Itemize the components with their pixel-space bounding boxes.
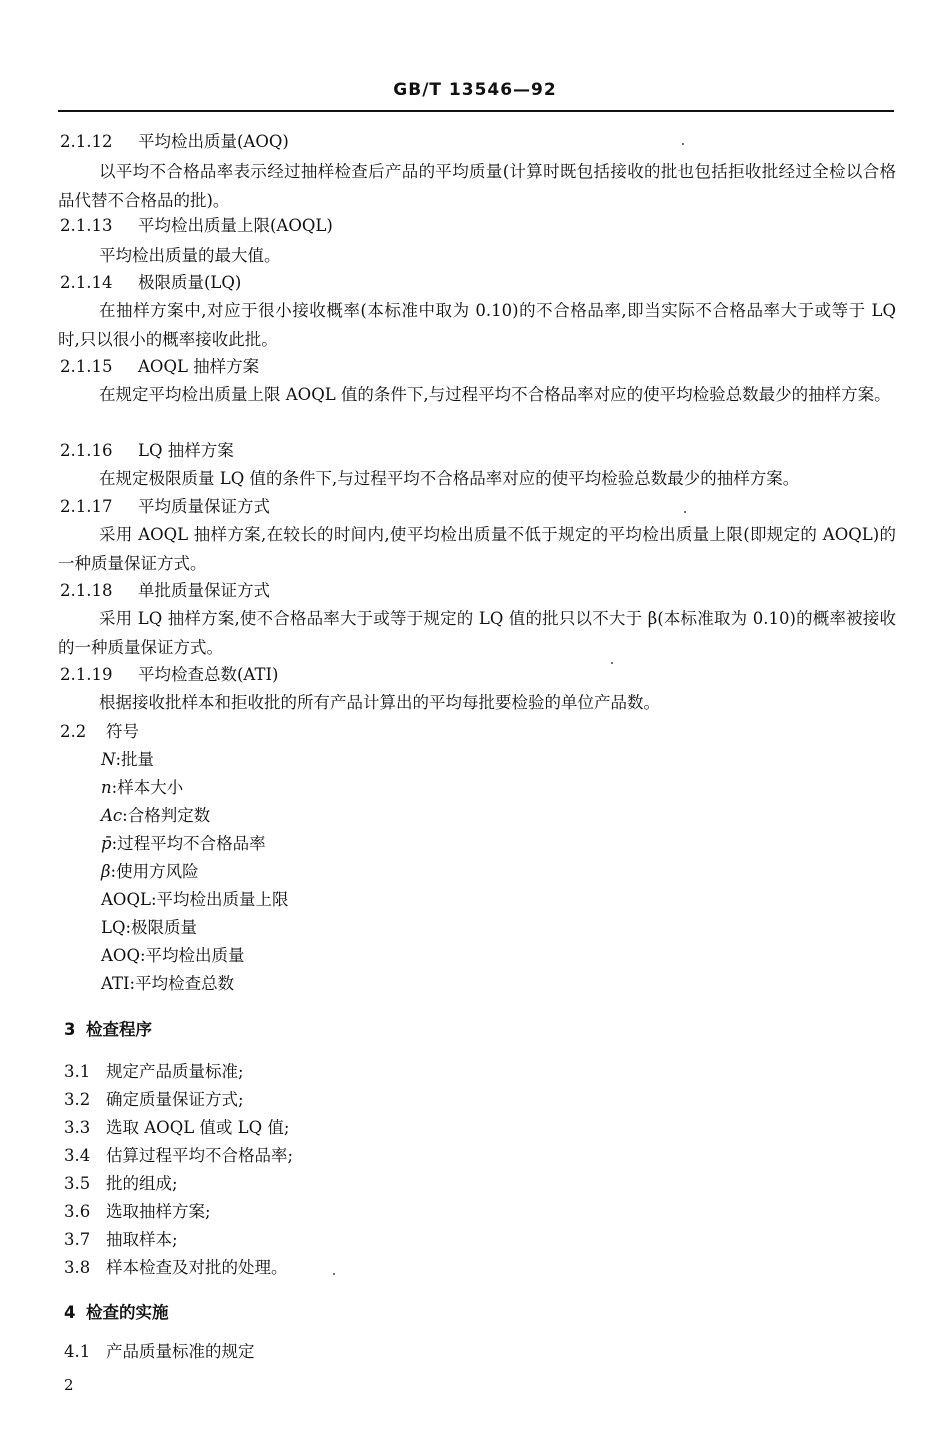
- definition-number: 2.1.14: [60, 273, 113, 292]
- procedure-step: [64, 1089, 244, 1111]
- step-text: 抽取样本;: [106, 1230, 178, 1249]
- definition-number: 2.1.13: [60, 216, 113, 235]
- symbol-item: [101, 805, 210, 827]
- section-title: 检查程序: [86, 1020, 152, 1039]
- scan-speck: [684, 511, 686, 513]
- symbol: ATI: [101, 974, 130, 993]
- step-text: 规定产品质量标准;: [106, 1062, 244, 1081]
- document-header: GB/T 13546—92: [393, 80, 557, 100]
- procedure-step: [64, 1117, 289, 1139]
- section-3-heading: [64, 1016, 152, 1040]
- definition-number: 2.1.18: [60, 581, 113, 600]
- procedure-step: [64, 1145, 293, 1167]
- definition-heading: [60, 356, 259, 378]
- definition-term: 平均检查总数(ATI): [138, 665, 279, 684]
- step-number: 3.4: [64, 1146, 91, 1165]
- symbol-item: [101, 861, 199, 883]
- symbols-heading: [60, 721, 139, 743]
- section-4-heading: [64, 1299, 169, 1323]
- page-number: 2: [64, 1376, 74, 1394]
- scan-speck: [333, 1273, 335, 1275]
- symbol-meaning: :平均检出质量上限: [150, 890, 289, 909]
- procedure-step: [64, 1257, 288, 1279]
- procedure-step: [64, 1229, 178, 1251]
- definition-term: 极限质量(LQ): [138, 273, 242, 292]
- definition-term: 平均检出质量(AOQ): [138, 132, 289, 151]
- step-number: 3.8: [64, 1258, 91, 1277]
- step-text: 选取 AOQL 值或 LQ 值;: [106, 1118, 290, 1137]
- procedure-step: [64, 1173, 178, 1195]
- symbol-meaning: :使用方风险: [110, 862, 199, 881]
- symbol-item: [101, 833, 266, 855]
- step-text: 批的组成;: [106, 1174, 178, 1193]
- definition-term: AOQL 抽样方案: [138, 357, 260, 376]
- procedure-step: [64, 1061, 244, 1083]
- step-text: 样本检查及对批的处理。: [106, 1258, 288, 1277]
- definition-heading: [60, 496, 270, 518]
- subsection-title: 产品质量标准的规定: [106, 1342, 255, 1361]
- symbol-meaning: :合格判定数: [122, 806, 211, 825]
- symbols-title: 符号: [106, 722, 139, 741]
- definition-term: 单批质量保证方式: [138, 581, 270, 600]
- step-number: 3.2: [64, 1090, 91, 1109]
- definition-description: 在规定平均检出质量上限 AOQL 值的条件下,与过程平均不合格品率对应的使平均检验总数最少的抽样方案。: [99, 385, 891, 404]
- procedure-step: [64, 1201, 211, 1223]
- scan-speck: [611, 662, 613, 664]
- step-number: 3.6: [64, 1202, 91, 1221]
- subsection-number: 4.1: [64, 1342, 91, 1361]
- symbol: n: [101, 778, 112, 797]
- symbol-meaning: :平均检出质量: [139, 946, 245, 965]
- symbol: N: [101, 750, 116, 769]
- section-title: 检查的实施: [86, 1303, 169, 1322]
- definition-term: 平均检出质量上限(AOQL): [138, 216, 333, 235]
- subsection-heading: [64, 1341, 255, 1363]
- symbol-meaning: :批量: [115, 750, 154, 769]
- symbol-item: [101, 777, 183, 799]
- definition-heading: [60, 272, 241, 294]
- definition-number: 2.1.12: [60, 132, 113, 151]
- definition-number: 2.1.16: [60, 441, 113, 460]
- symbol: p̄: [101, 834, 112, 853]
- symbol: Ac: [101, 806, 123, 825]
- definition-description: 以平均不合格品率表示经过抽样检查后产品的平均质量(计算时既包括接收的批也包括拒收批经过全检以合格品代替不合格品的批)。: [58, 162, 896, 210]
- symbol-item: [101, 889, 289, 911]
- step-number: 3.5: [64, 1174, 91, 1193]
- definition-heading: [60, 131, 289, 153]
- symbol-item: [101, 945, 245, 967]
- symbol-meaning: :样本大小: [111, 778, 184, 797]
- step-text: 确定质量保证方式;: [106, 1090, 244, 1109]
- step-text: 选取抽样方案;: [106, 1202, 211, 1221]
- header-rule: [58, 110, 894, 112]
- symbol: AOQL: [101, 890, 151, 909]
- definition-description: 在抽样方案中,对应于很小接收概率(本标准中取为 0.10)的不合格品率,即当实际不合格品率大于或等于 LQ 时,只以很小的概率接收此批。: [58, 301, 896, 349]
- definition-number: 2.1.15: [60, 357, 113, 376]
- symbol-meaning: :极限质量: [125, 918, 198, 937]
- symbols-number: 2.2: [60, 722, 87, 741]
- definition-term: LQ 抽样方案: [138, 441, 234, 460]
- scan-speck: [682, 143, 684, 145]
- definition-heading: [60, 440, 234, 462]
- symbol-item: [101, 917, 197, 939]
- definition-description: 平均检出质量的最大值。: [99, 246, 281, 265]
- definition-heading: [60, 580, 270, 602]
- symbol: AOQ: [101, 946, 140, 965]
- definition-heading: [60, 215, 333, 237]
- step-number: 3.3: [64, 1118, 91, 1137]
- symbol-meaning: :平均检查总数: [129, 974, 235, 993]
- definition-number: 2.1.17: [60, 497, 113, 516]
- symbol: β: [101, 862, 111, 881]
- definition-term: 平均质量保证方式: [138, 497, 270, 516]
- step-text: 估算过程平均不合格品率;: [106, 1146, 294, 1165]
- definition-number: 2.1.19: [60, 665, 113, 684]
- definition-description: 在规定极限质量 LQ 值的条件下,与过程平均不合格品率对应的使平均检验总数最少的抽样方案。: [99, 469, 800, 488]
- definition-description: 采用 LQ 抽样方案,使不合格品率大于或等于规定的 LQ 值的批只以不大于 β(本标准取为 0.10)的概率被接收的一种质量保证方式。: [58, 609, 896, 657]
- step-number: 3.1: [64, 1062, 91, 1081]
- symbol-item: [101, 973, 234, 995]
- section-number: 4: [64, 1303, 76, 1322]
- symbol-meaning: :过程平均不合格品率: [111, 834, 266, 853]
- definition-description: 根据接收批样本和拒收批的所有产品计算出的平均每批要检验的单位产品数。: [99, 693, 660, 712]
- definition-heading: [60, 664, 278, 686]
- section-number: 3: [64, 1020, 76, 1039]
- step-number: 3.7: [64, 1230, 91, 1249]
- symbol-item: [101, 749, 154, 771]
- symbol: LQ: [101, 918, 126, 937]
- definition-description: 采用 AOQL 抽样方案,在较长的时间内,使平均检出质量不低于规定的平均检出质量上限(即规定的 AOQL)的一种质量保证方式。: [58, 525, 896, 573]
